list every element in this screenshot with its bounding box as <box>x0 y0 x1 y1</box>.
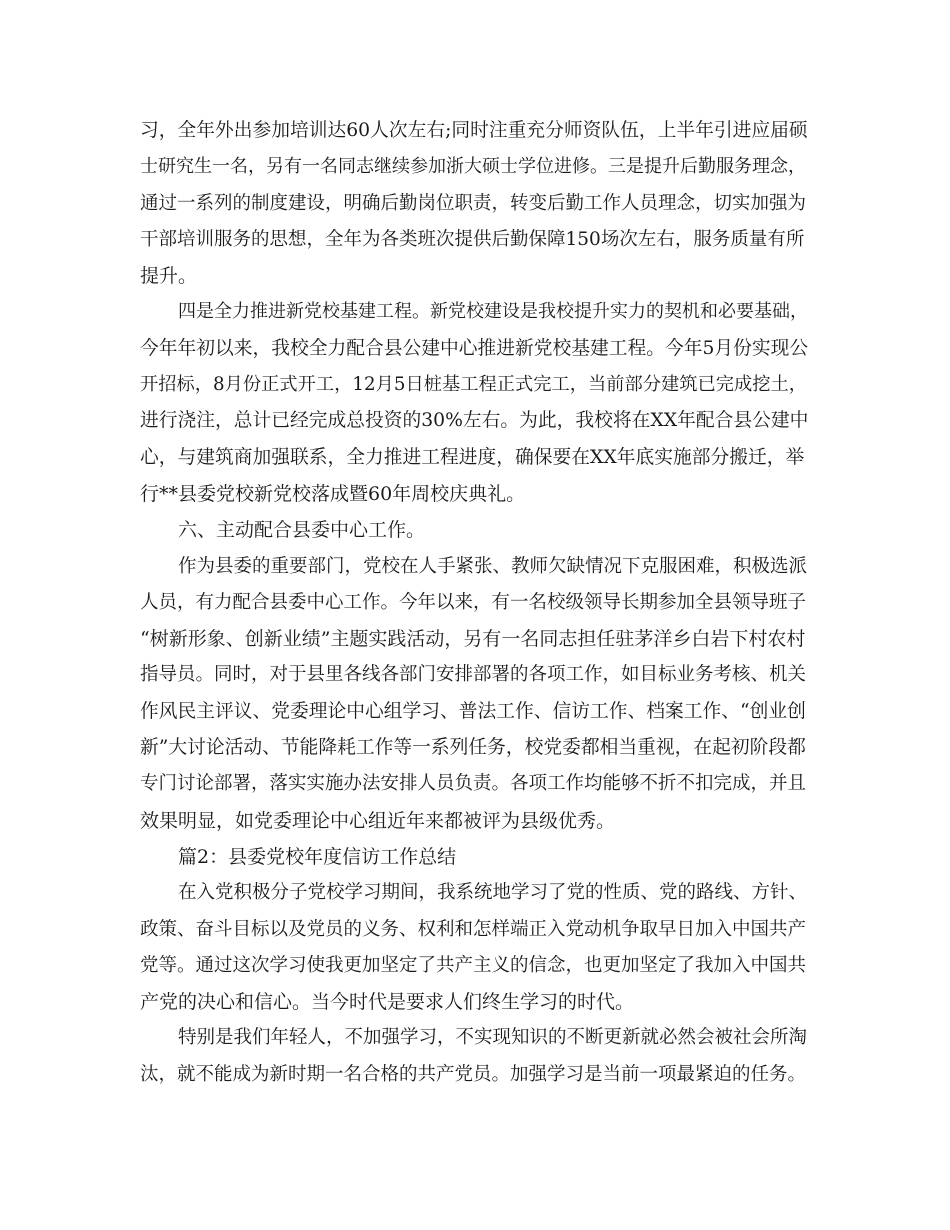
text-line: 四是全力推进新党校基建工程。新党校建设是我校提升实力的契机和必要基础， <box>178 301 808 323</box>
text-line: 在入党积极分子党校学习期间，我系统地学习了党的性质、党的路线、方针、 <box>178 882 808 904</box>
text-line: 心，与建筑商加强联系，全力推进工程进度，确保要在XX年底实施部分搬迁，举 <box>140 446 805 468</box>
text-line: 作为县委的重要部门，党校在人手紧张、教师欠缺情况下克服困难，积极选派 <box>178 555 808 577</box>
text-line: 六、主动配合县委中心工作。 <box>178 519 426 542</box>
text-line: 今年年初以来，我校全力配合县公建中心推进新党校基建工程。今年5月份实现公 <box>140 337 809 359</box>
text-line: 汰，就不能成为新时期一名合格的共产党员。加强学习是当前一项最紧迫的任务。 <box>140 1063 807 1085</box>
text-line: 特别是我们年轻人，不加强学习，不实现知识的不断更新就必然会被社会所淘 <box>178 1027 808 1049</box>
text-line: 专门讨论部署，落实实施办法安排人员负责。各项工作均能够不折不扣完成，并且 <box>140 773 807 795</box>
text-line: 进行浇注，总计已经完成总投资的30%左右。为此，我校将在XX年配合县公建中 <box>140 410 809 432</box>
text-line: 开招标，8月份正式开工，12月5日桩基工程正式完工，当前部分建筑已完成挖土， <box>140 374 807 396</box>
text-line: “树新形象、创新业绩”主题实践活动，另有一名同志担任驻茅洋乡白岩下村农村 <box>140 628 806 651</box>
text-line: 行**县委党校新党校落成暨60年周校庆典礼。 <box>140 482 526 505</box>
text-line: 干部培训服务的思想，全年为各类班次提供后勤保障150场次左右，服务质量有所 <box>140 228 805 250</box>
text-line: 新”大讨论活动、节能降耗工作等一系列任务，校党委都相当重视，在起初阶段都 <box>140 737 806 759</box>
text-line: 篇2：县委党校年度信访工作总结 <box>178 845 457 868</box>
text-line: 产党的决心和信心。当今时代是要求人们终生学习的时代。 <box>140 991 635 1014</box>
text-line: 党等。通过这次学习使我更加坚定了共产主义的信念，也更加坚定了我加入中国共 <box>140 954 807 976</box>
text-line: 习，全年外出参加培训达60人次左右;同时注重充分师资队伍，上半年引进应届硕 <box>140 120 808 141</box>
text-line: 士研究生一名，另有一名同志继续参加浙大硕士学位进修。三是提升后勤服务理念， <box>140 156 806 178</box>
text-line: 效果明显，如党委理论中心组近年来都被评为县级优秀。 <box>140 809 616 832</box>
text-line: 指导员。同时，对于县里各线各部门安排部署的各项工作，如目标业务考核、机关 <box>140 664 807 686</box>
text-line: 作风民主评议、党委理论中心组学习、普法工作、信访工作、档案工作、“创业创 <box>140 700 806 722</box>
text-line: 人员，有力配合县委中心工作。今年以来，有一名校级领导长期参加全县领导班子 <box>140 591 807 613</box>
text-line: 提升。 <box>140 265 198 288</box>
text-line: 政策、奋斗目标以及党员的义务、权利和怎样端正入党动机争取早日加入中国共产 <box>140 918 807 940</box>
text-line: 通过一系列的制度建设，明确后勤岗位职责，转变后勤工作人员理念，切实加强为 <box>140 192 807 214</box>
document-body <box>140 113 808 1093</box>
